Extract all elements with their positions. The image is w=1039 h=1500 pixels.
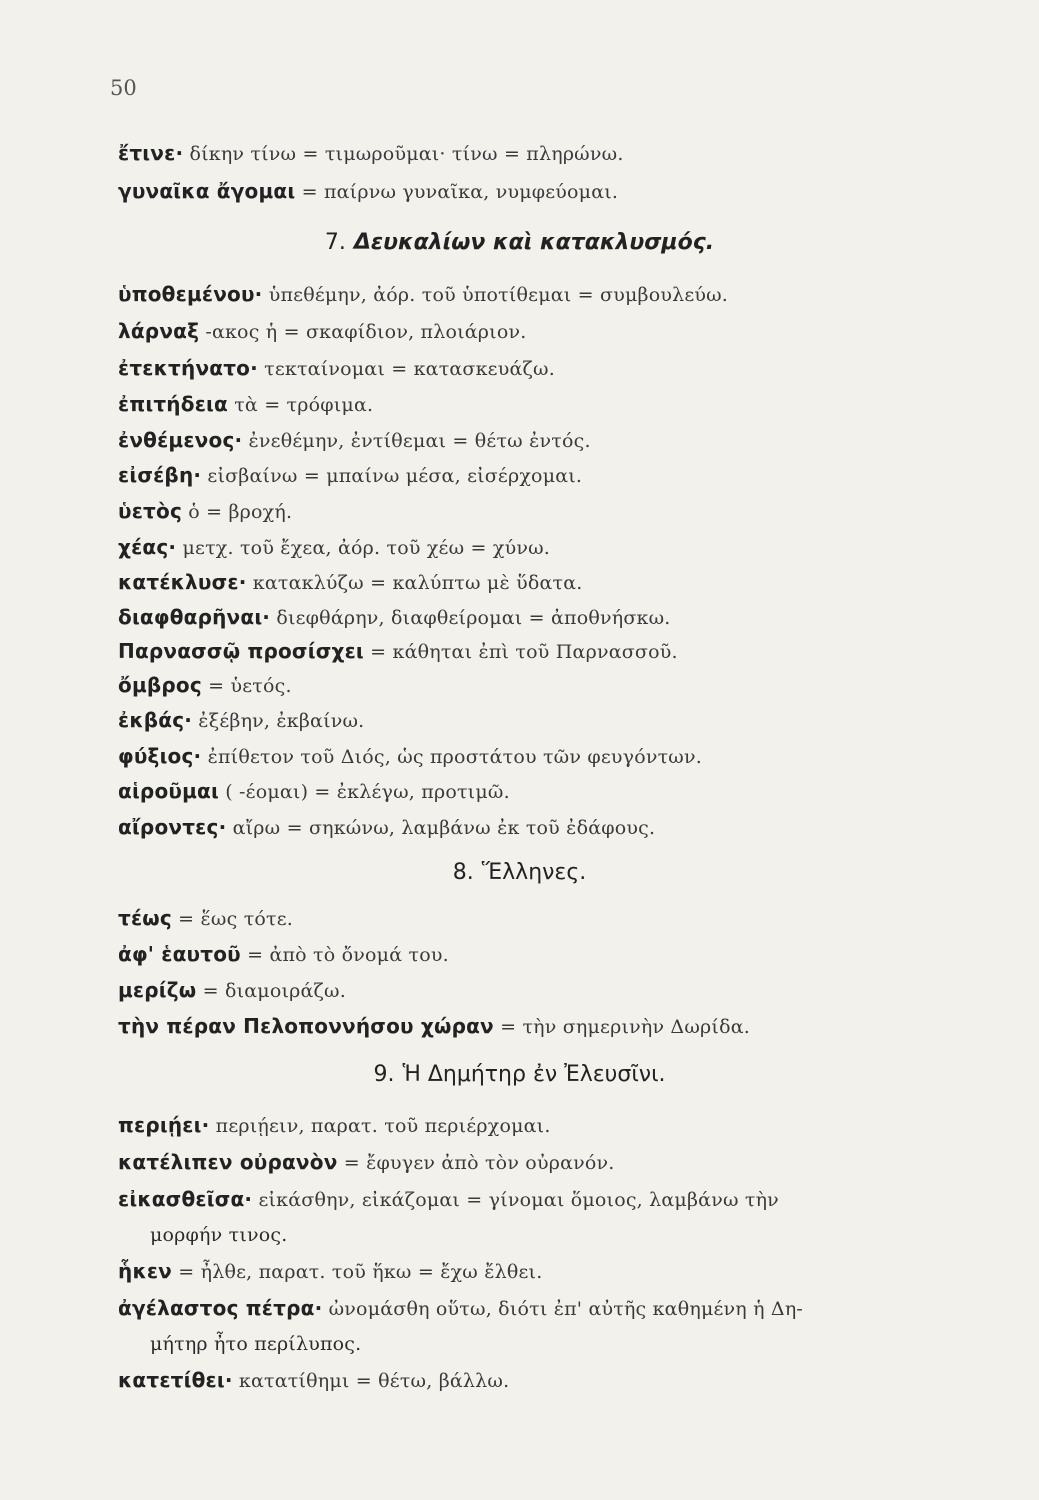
section-number: 9.: [373, 1062, 395, 1087]
section-title: Δευκαλίων καὶ κατακλυσμός.: [353, 230, 715, 255]
glossary-entry: [118, 1295, 978, 1322]
headword: φύξιος·: [118, 744, 202, 768]
glossary-entry: [118, 743, 978, 770]
glossary-entry: [118, 1367, 978, 1394]
headword: ἐκβάς·: [118, 708, 193, 732]
definition: ἐξέβην, ἐκβαίνω.: [192, 710, 365, 732]
definition: δίκην τίνω = τιμωροῦμαι· τίνω = πληρώνω.: [183, 143, 624, 165]
definition: ὁ = βροχή.: [182, 501, 293, 523]
headword: περιῄει·: [118, 1113, 210, 1137]
glossary-entry: [118, 814, 978, 841]
headword: ἧκεν: [118, 1259, 173, 1283]
glossary-entry: [118, 778, 978, 805]
section-number: 8.: [452, 860, 474, 885]
headword: ἀγέλαστος πέτρα·: [118, 1296, 323, 1320]
headword: μερίζω: [118, 978, 197, 1002]
glossary-entry: [118, 941, 978, 968]
glossary-entry: [118, 905, 978, 932]
glossary-entry: [118, 569, 978, 596]
section-title: Ἡ Δημήτηρ ἐν Ἐλευσῖνι.: [402, 1062, 666, 1087]
glossary-entry-continuation: μήτηρ ἦτο περίλυπος.: [150, 1333, 362, 1355]
section-heading-8: [0, 860, 1039, 885]
headword: τέως: [118, 906, 172, 930]
headword: Παρνασσῷ προσίσχει: [118, 639, 364, 663]
glossary-entry: [118, 1013, 978, 1040]
glossary-entry: [118, 498, 978, 525]
glossary-entry: [118, 355, 978, 382]
glossary-entry: [118, 391, 978, 418]
glossary-entry: [118, 140, 978, 167]
headword: εἰκασθεῖσα·: [118, 1187, 253, 1211]
definition: ( -έομαι) = ἐκλέγω, προτιμῶ.: [218, 781, 510, 803]
headword: ἐπιτήδεια: [118, 392, 228, 416]
glossary-entry: [118, 604, 978, 631]
glossary-entry: [118, 638, 978, 665]
definition: διεφθάρην, διαφθείρομαι = ἀποθνήσκω.: [270, 607, 671, 629]
definition: = τὴν σημερινὴν Δωρίδα.: [493, 1016, 750, 1038]
page-number: 50: [110, 76, 137, 100]
definition: αἴρω = σηκώνω, λαμβάνω ἐκ τοῦ ἐδάφους.: [226, 817, 656, 839]
headword: κατετίθει·: [118, 1368, 233, 1392]
headword: ὑποθεμένου·: [118, 282, 263, 306]
headword: λάρναξ: [118, 319, 200, 343]
headword: χέας·: [118, 535, 177, 559]
definition: = κάθηται ἐπὶ τοῦ Παρνασσοῦ.: [363, 641, 678, 663]
glossary-entry: [118, 178, 978, 205]
glossary-entry: [118, 977, 978, 1004]
glossary-entry: [118, 1112, 978, 1139]
definition: εἰκάσθην, εἰκάζομαι = γίνομαι ὅμοιος, λαμβάνω τὴν: [252, 1189, 779, 1211]
section-heading-9: [0, 1062, 1039, 1087]
headword: τὴν πέραν Πελοποννήσου χώραν: [118, 1014, 494, 1038]
definition: τεκταίνομαι = κατασκευάζω.: [257, 358, 555, 380]
definition: = ἕως τότε.: [171, 908, 294, 930]
section-heading-7: [0, 230, 1039, 255]
definition: = ἦλθε, παρατ. τοῦ ἥκω = ἔχω ἔλθει.: [172, 1261, 543, 1283]
section-number: 7.: [324, 230, 346, 255]
definition: ἐνεθέμην, ἐντίθεμαι = θέτω ἐντός.: [242, 430, 591, 452]
headword: διαφθαρῆναι·: [118, 605, 271, 629]
definition: = παίρνω γυναῖκα, νυμφεύομαι.: [295, 181, 619, 203]
headword: κατέλιπεν οὐρανὸν: [118, 1150, 338, 1174]
headword: γυναῖκα ἄγομαι: [118, 179, 296, 203]
definition: = διαμοιράζω.: [196, 980, 346, 1002]
headword: αἱροῦμαι: [118, 779, 219, 803]
definition: -ακος ἡ = σκαφίδιον, πλοιάριον.: [199, 321, 527, 343]
glossary-entry: [118, 1149, 978, 1176]
headword: ἔτινε·: [118, 141, 184, 165]
glossary-entry: [118, 1186, 978, 1213]
headword: αἴροντες·: [118, 815, 227, 839]
glossary-entry: [118, 427, 978, 454]
definition: περιῄειν, παρατ. τοῦ περιέρχομαι.: [209, 1115, 551, 1137]
headword: ἐνθέμενος·: [118, 428, 243, 452]
definition: = ἔφυγεν ἀπὸ τὸν οὐρανόν.: [337, 1152, 615, 1174]
headword: εἰσέβη·: [118, 463, 202, 487]
definition: μετχ. τοῦ ἔχεα, ἀόρ. τοῦ χέω = χύνω.: [176, 537, 551, 559]
definition: ὑπεθέμην, ἀόρ. τοῦ ὑποτίθεμαι = συμβουλεύω.: [262, 284, 729, 306]
section-title: Ἕλληνες.: [481, 860, 587, 885]
definition: ὠνομάσθη οὕτω, διότι ἐπ' αὐτῆς καθημένη ἡ Δη-: [322, 1298, 804, 1320]
glossary-entry: [118, 318, 978, 345]
glossary-entry-continuation: μορφήν τινος.: [150, 1224, 288, 1246]
headword: κατέκλυσε·: [118, 570, 247, 594]
definition: τὰ = τρόφιμα.: [227, 394, 374, 416]
headword: ὄμβρος: [118, 673, 202, 697]
definition: = ἀπὸ τὸ ὄνομά του.: [240, 944, 449, 966]
definition: ἐπίθετον τοῦ Διός, ὡς προστάτου τῶν φευγόντων.: [201, 746, 702, 768]
glossary-entry: [118, 534, 978, 561]
glossary-entry: [118, 1258, 978, 1285]
headword: ἐτεκτήνατο·: [118, 356, 258, 380]
glossary-entry: [118, 281, 978, 308]
glossary-entry: [118, 672, 978, 699]
definition: κατατίθημι = θέτω, βάλλω.: [232, 1370, 510, 1392]
glossary-entry: [118, 707, 978, 734]
headword: ὑετὸς: [118, 499, 182, 523]
definition: = ὑετός.: [201, 675, 292, 697]
glossary-entry: [118, 462, 978, 489]
headword: ἀφ' ἑαυτοῦ: [118, 942, 241, 966]
definition: κατακλύζω = καλύπτω μὲ ὕδατα.: [246, 572, 583, 594]
definition: εἰσβαίνω = μπαίνω μέσα, εἰσέρχομαι.: [201, 465, 583, 487]
